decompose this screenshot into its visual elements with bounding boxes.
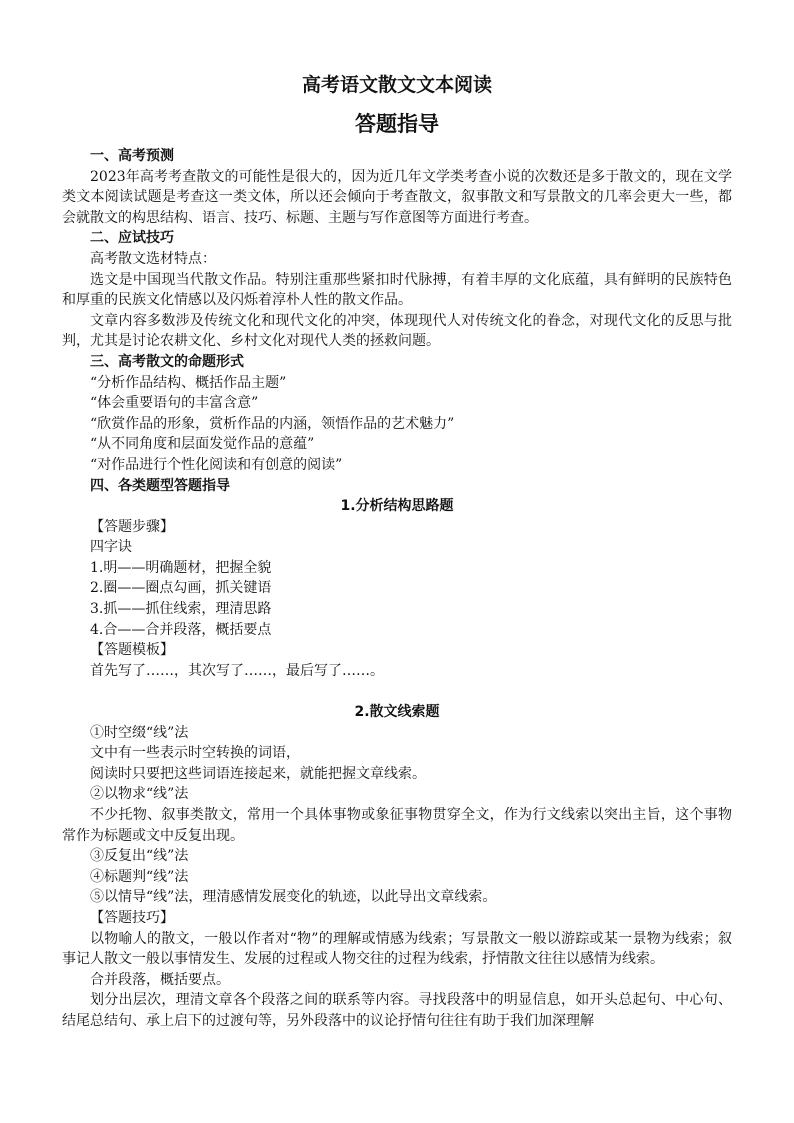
tips-paragraph-2: 文章内容多数涉及传统文化和现代文化的冲突，体现现代人对传统文化的眷念，对现代文化的反思与批判，尤其是讨论农耕文化、乡村文化对现代人类的拯救问题。 [62,312,732,350]
answer-steps-label: 【答题步骤】 [90,518,174,535]
answer-steps-lead: 四字诀 [90,539,132,556]
clue-method-5-title: ⑤以情导“线”法，理清感情发展变化的轨迹，以此导出文章线索。 [90,889,497,906]
forecast-paragraph: 2023年高考考查散文的可能性是很大的，因为近几年文学类考查小说的次数还是多于散文的，现在文学类文本阅读试题是考查这一类文体，所以还会倾向于考查散文，叙事散文和写景散文的几率会更大一些，都会就散文的构思结构、语言、技巧、标题、主题与写作意图等方面进行考查。 [62,168,732,226]
document-title: 高考语文散文文本阅读 [301,74,492,96]
section-heading-question-forms: 三、高考散文的命题形式 [90,353,244,370]
clue-method-1-line-2: 阅读时只要把这些词语连接起来，就能把握文章线索。 [90,765,426,782]
clue-method-4-title: ④标题判“线”法 [90,868,189,885]
question-form-item: “分析作品结构、概括作品主题” [90,374,287,391]
question-form-item: “从不同角度和层面发觉作品的意蕴” [90,436,315,453]
question-form-item: “体会重要语句的丰富含意” [90,395,259,412]
layering-paragraph: 划分出层次，理清文章各个段落之间的联系等内容。寻找段落中的明显信息，如开头总起句、中心句、结尾总结句、承上启下的过渡句等，另外段落中的议论抒情句往往有助于我们加深理解 [62,992,732,1029]
answer-skill-paragraph: 以物喻人的散文，一般以作者对“物”的理解或情感为线索；写景散文一般以游踪或某一景物为线索；叙事记人散文一般以事情发生、发展的过程或人物交往的过程为线索，抒情散文往往以感情为线索。 [62,930,732,968]
answer-template-label: 【答题模板】 [90,642,174,659]
merge-paragraphs-line: 合并段落，概括要点。 [90,971,230,988]
spacer [62,681,732,702]
answer-step-item: 1.明——明确题材，把握全貌 [90,559,272,576]
clue-method-2-paragraph: 不少托物、叙事类散文，常用一个具体事物或象征事物贯穿全文，作为行文线索以突出主旨，这个事物常作为标题或文中反复出现。 [62,807,732,844]
clue-method-3-title: ③反复出“线”法 [90,848,189,865]
section-heading-forecast: 一、高考预测 [90,148,174,164]
document-subtitle: 答题指导 [355,112,439,136]
answer-step-item: 2.圈——圈点勾画，抓关键语 [90,580,272,597]
section-heading-answer-guide: 四、各类题型答题指导 [90,477,230,494]
question-form-item: “欣赏作品的形象，赏析作品的内涵，领悟作品的艺术魅力” [90,415,455,432]
tips-lead: 高考散文选材特点： [90,250,216,267]
answer-step-item: 3.抓——抓住线索，理清思路 [90,601,272,618]
clue-method-1-title: ①时空缀“线”法 [90,724,189,741]
subsection-heading-structure: 1.分析结构思路题 [340,498,454,515]
clue-method-1-line-1: 文中有一些表示时空转换的词语， [90,745,300,762]
subsection-heading-clue: 2.散文线索题 [354,704,440,721]
clue-method-2-title: ②以物求“线”法 [90,786,189,803]
answer-step-item: 4.合——合并段落，概括要点 [90,621,272,638]
tips-paragraph-1: 选文是中国现当代散文作品。特别注重那些紧扣时代脉搏，有着丰厚的文化底蕴，具有鲜明的民族特色和厚重的民族文化情感以及闪烁着淳朴人性的散文作品。 [62,271,732,309]
question-form-item: “对作品进行个性化阅读和有创意的阅读” [90,456,343,473]
answer-template-text: 首先写了……，其次写了……，最后写了……。 [90,662,384,679]
section-heading-tips: 二、应试技巧 [90,230,174,247]
answer-skill-label: 【答题技巧】 [90,909,174,926]
